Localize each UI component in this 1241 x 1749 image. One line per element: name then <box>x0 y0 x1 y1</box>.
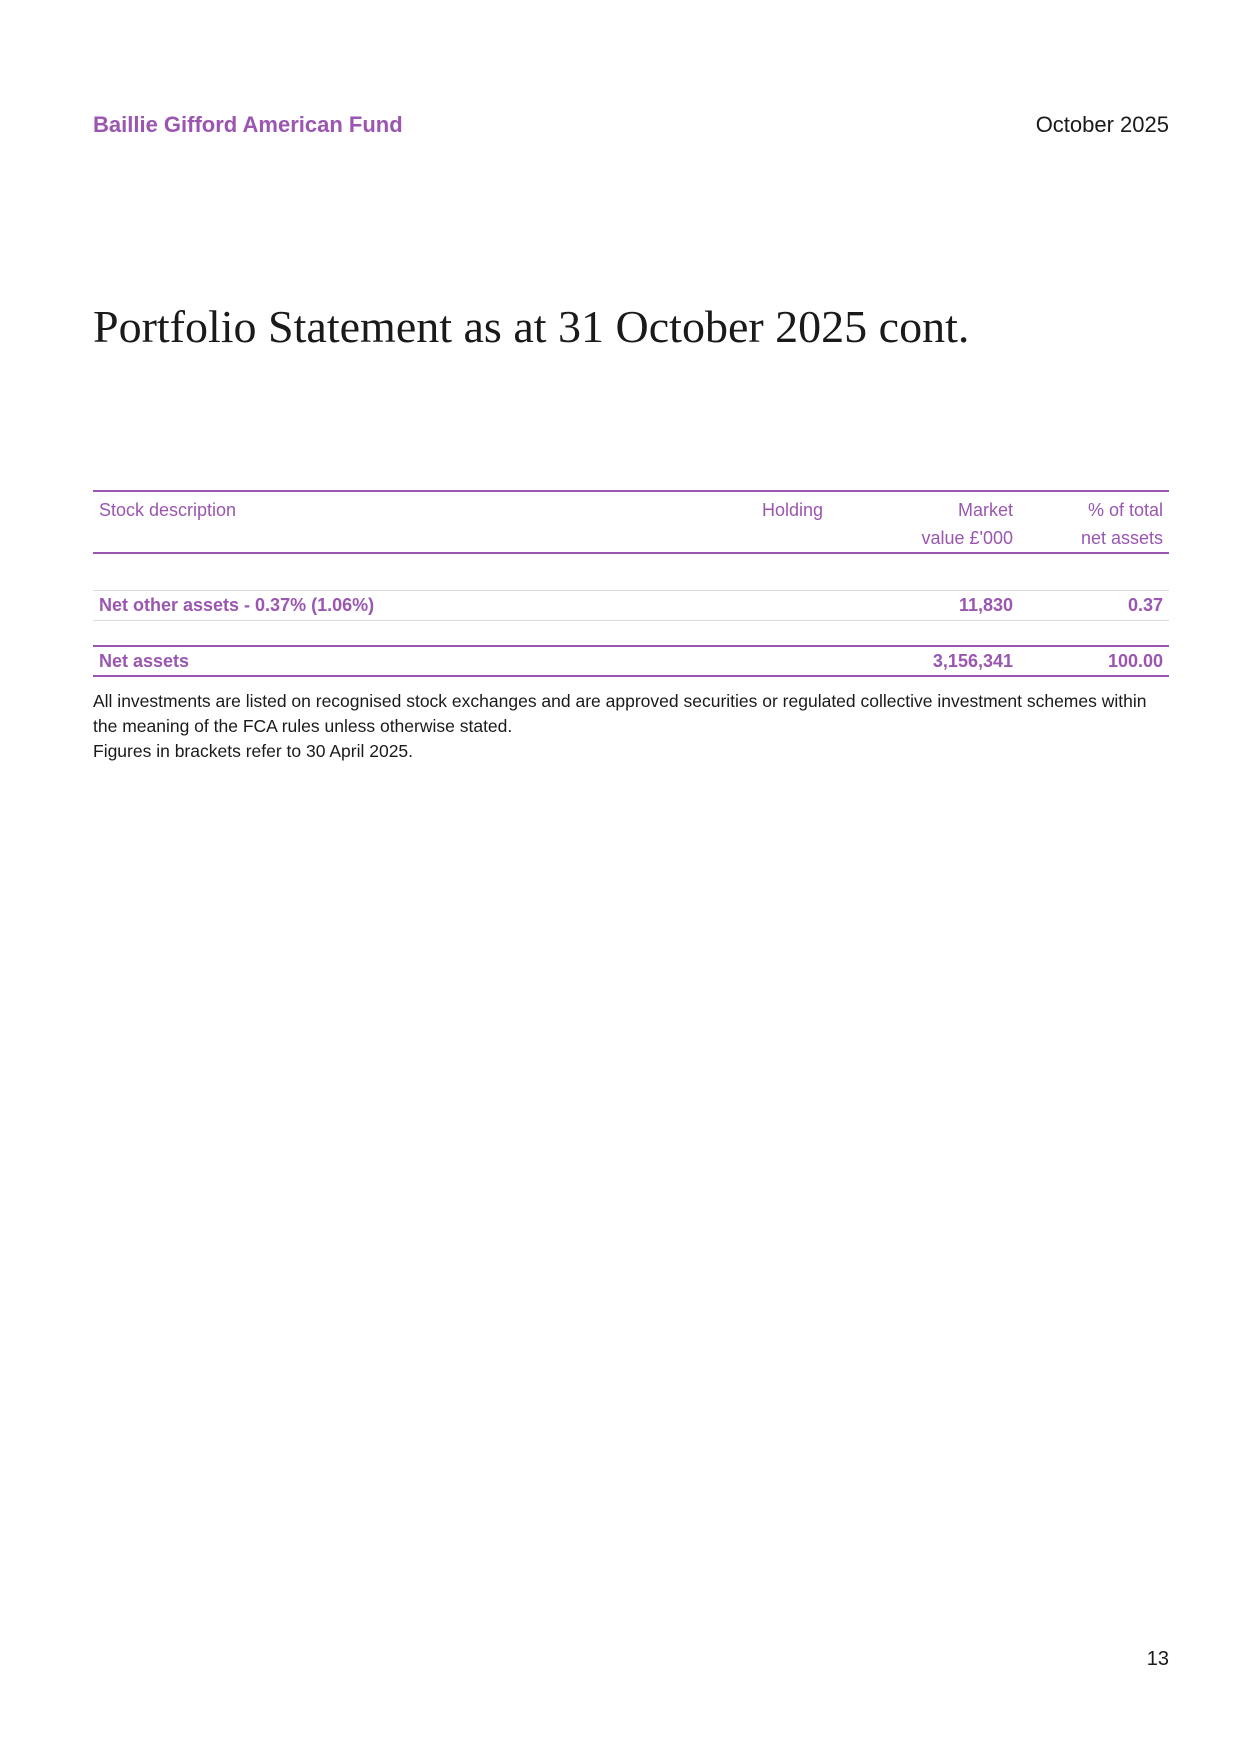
column-header-holding: Holding <box>761 500 823 520</box>
page-title: Portfolio Statement as at 31 October 2025 cont. <box>93 301 970 352</box>
total-description: Net assets <box>93 646 653 676</box>
total-market-value: 3,156,341 <box>829 646 1019 676</box>
footnote-listing: All investments are listed on recognised stock exchanges and are approved securities or regulated collective investment schemes within the meaning of the FCA rules unless otherwise stated. <box>93 691 1147 736</box>
fund-name: Baillie Gifford American Fund <box>93 112 403 137</box>
row-description: Net other assets - 0.37% (1.06%) <box>93 591 653 621</box>
column-header-pct-net-assets <box>1019 491 1169 553</box>
column-header-pct-line1: % of total <box>1087 500 1163 520</box>
table-total-row <box>93 646 1169 676</box>
page-number: 13 <box>1146 1648 1169 1670</box>
footnotes <box>93 689 1169 764</box>
row-market-value: 11,830 <box>829 591 1019 621</box>
footnote-brackets: Figures in brackets refer to 30 April 2025. <box>93 741 414 761</box>
column-header-description: Stock description <box>99 500 237 520</box>
table-gap-row <box>93 621 1169 647</box>
table-row <box>93 591 1169 621</box>
column-header-market-value <box>829 491 1019 553</box>
table-spacer-row <box>93 553 1169 591</box>
row-pct: 0.37 <box>1019 591 1169 621</box>
column-header-market-value-line2: value £'000 <box>921 528 1013 548</box>
column-header-pct-line2: net assets <box>1080 528 1163 548</box>
row-holding <box>653 591 829 621</box>
report-period: October 2025 <box>1035 112 1169 137</box>
table-header-row <box>93 491 1169 553</box>
total-pct: 100.00 <box>1019 646 1169 676</box>
portfolio-table-container <box>93 490 1169 677</box>
total-holding <box>653 646 829 676</box>
portfolio-table <box>93 490 1169 677</box>
column-header-market-value-line1: Market <box>957 500 1013 520</box>
